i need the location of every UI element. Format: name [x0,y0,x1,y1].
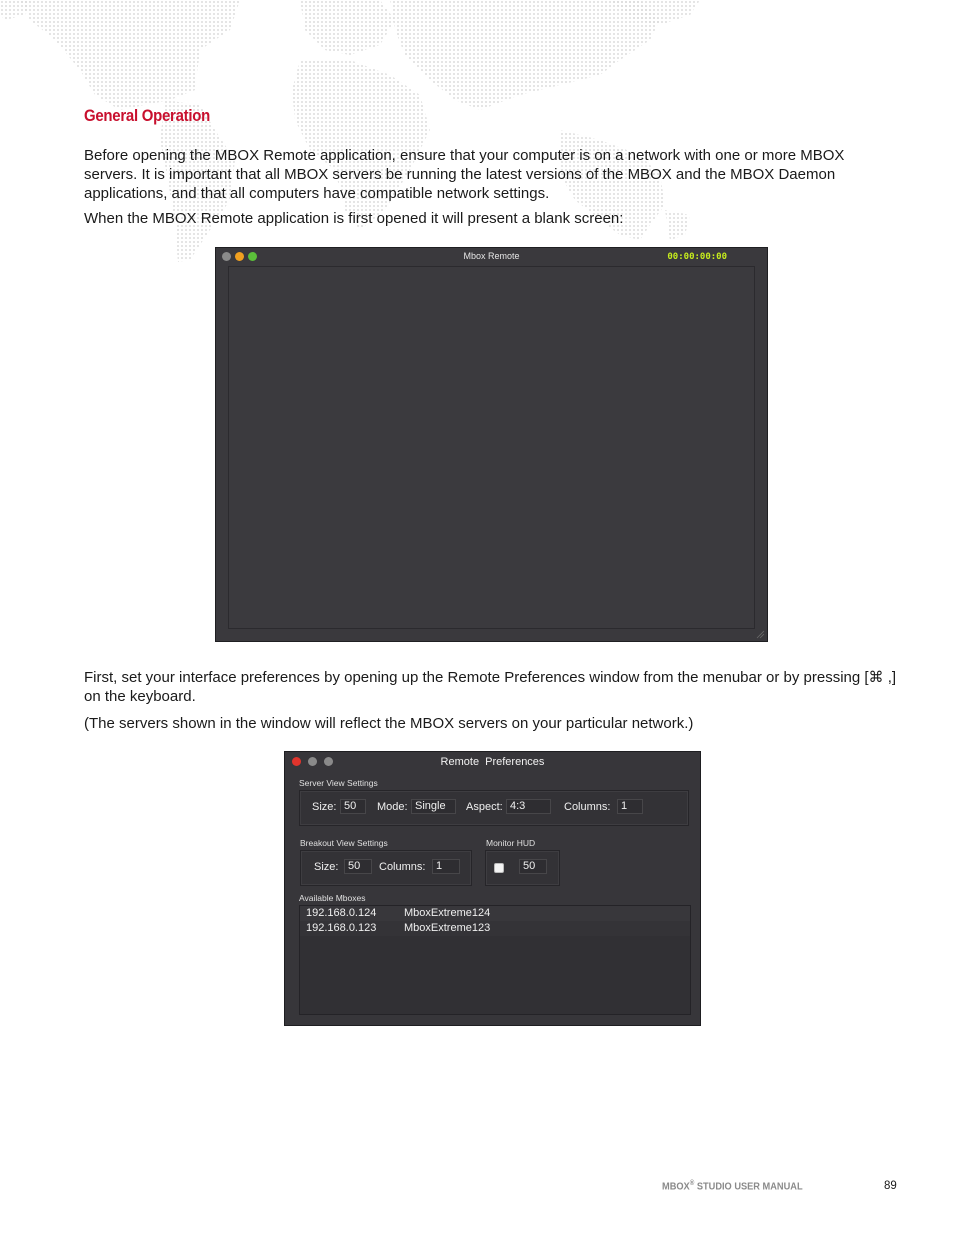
size-label: Size: [312,801,337,813]
columns-label: Columns: [564,801,611,813]
aspect-label: Aspect: [466,801,503,813]
server-ip: 192.168.0.123 [306,922,377,934]
breakout-view-settings-group [300,850,472,886]
title-bar[interactable] [216,248,767,266]
available-mboxes-label: Available Mboxes [299,893,366,903]
mode-label: Mode: [377,801,408,813]
server-name: MboxExtreme124 [404,907,491,919]
footer-brand: MBOX [662,1180,690,1193]
columns-field[interactable]: 1 [617,799,643,814]
mbox-remote-window [215,247,768,642]
server-ip: 192.168.0.124 [306,907,377,919]
breakout-view-settings-label: Breakout View Settings [300,838,388,848]
aspect-field[interactable]: 4:3 [506,799,551,814]
available-mboxes-list[interactable] [299,905,691,1015]
intro-paragraph: Before opening the MBOX Remote application, ensure that your computer is on a network with one or more MBOX servers. It is important that all MBOX servers be running the latest versions of the MBOX and the MBOX Daemon applications, and that all computers have compatible network settings. [84,147,845,202]
monitor-hud-label: Monitor HUD [486,838,536,848]
world-map-background [0,0,954,270]
monitor-hud-field[interactable]: 50 [519,859,547,874]
servers-note-paragraph: (The servers shown in the window will reflect the MBOX servers on your particular network.) [84,715,694,732]
manual-footer [662,1180,803,1193]
page-number: 89 [884,1180,897,1192]
footer-title: STUDIO USER MANUAL [694,1180,803,1193]
columns-label: Columns: [379,861,426,873]
window-title: Mbox Remote [463,251,520,261]
size-field[interactable]: 50 [344,859,372,874]
size-field[interactable]: 50 [340,799,366,814]
list-item[interactable] [300,921,690,936]
server-view-area[interactable] [228,266,755,629]
preferences-paragraph: First, set your interface preferences by opening up the Remote Preferences window from the menubar or by pressing [⌘ ,] on the keyboard. [84,669,897,705]
blank-screen-paragraph: When the MBOX Remote application is first opened it will present a blank screen: [84,210,624,227]
timecode-display: 00:00:00:00 [667,252,727,262]
remote-preferences-window [284,751,701,1026]
registered-mark: ® [689,1180,695,1187]
server-view-settings-group [299,790,689,826]
server-view-settings-label: Server View Settings [299,778,378,788]
monitor-hud-group [485,850,560,886]
resize-grip-icon[interactable] [755,629,765,639]
columns-field[interactable]: 1 [432,859,460,874]
list-item[interactable] [300,906,690,921]
window-title: Remote Preferences [440,756,545,768]
mode-field[interactable]: Single [411,799,456,814]
size-label: Size: [314,861,339,873]
server-name: MboxExtreme123 [404,922,491,934]
section-heading: General Operation [84,106,211,125]
monitor-hud-checkbox[interactable] [494,863,504,873]
